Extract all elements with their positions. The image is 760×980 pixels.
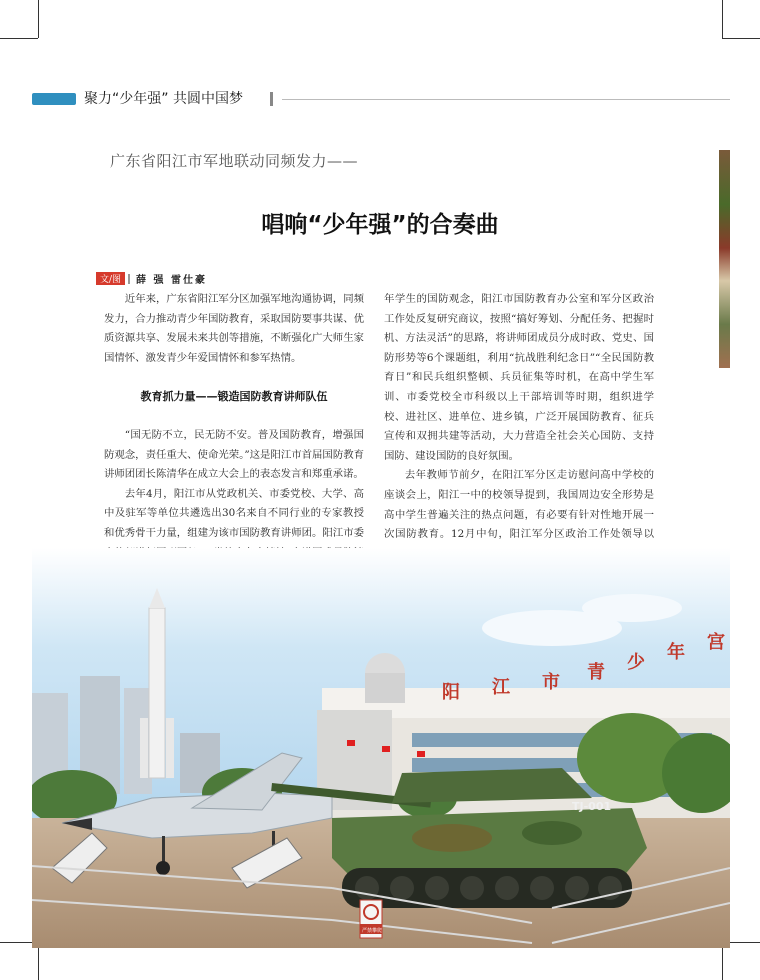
banner-char: 年	[667, 642, 685, 663]
article-subtitle: 广东省阳江市军地联动同频发力——	[110, 152, 359, 170]
byline-authors: 薛 强 雷仕豪	[136, 275, 208, 286]
paragraph: 近年来，广东省阳江军分区加强军地沟通协调，同频发力，合力推动青少年国防教育，采取国防要事共谋、优质资源共享、发展未来共创等措施，不断强化广大师生家国情怀、激发青少年爱国情怀和参军热情。	[104, 293, 364, 364]
article-title: 唱响“少年强”的合奏曲	[261, 212, 499, 238]
banner-char: 市	[542, 672, 560, 693]
side-photo-strip	[719, 150, 730, 368]
crop-mark-tl	[0, 38, 38, 39]
tank-number: TJ-001	[572, 800, 612, 813]
byline-tag: 文/图	[96, 272, 125, 285]
banner-char: 少	[627, 652, 645, 673]
crop-mark-tl-v	[38, 0, 39, 38]
banner-char: 阳	[442, 682, 460, 703]
byline	[96, 271, 207, 286]
paragraph: 去年教师节前夕，在阳江军分区走访慰问高中学校的座谈会上，阳江一中的校领导提到，我国周边安全形势是高中学生普遍关注的热点问题，有必要有针对性地开展一次国防教育。12月中旬，阳江军分区政治工作处领导以	[384, 469, 654, 541]
section-heading: 教育抓力量——锻造国防教育讲师队伍	[140, 390, 328, 404]
warning-sign-text: 严禁攀爬	[362, 928, 383, 934]
section-accent-bar	[32, 93, 76, 105]
paragraph: 年学生的国防观念，阳江市国防教育办公室和军分区政治工作处反复研究商议，按照“搞好筹划、分配任务、把握时机、方法灵活”的思路，将讲师团成员分成时政、党史、国防形势等6个课题组，利用“抗战胜利纪念日”“全民国防教育日”和民兵组织整顿、兵员征集等时机，在高中学生军训、市委党校全市科级以上干部培训等时期，组织进学校、进社区、进单位、进乡镇，广泛开展国防教育、征兵宣传和双拥共建等活动，大力营造全社会关心国防、支持国防、建设国防的良好氛围。	[384, 293, 654, 462]
paragraph: 去年4月，阳江市从党政机关、市委党校、大学、高中及驻军等单位共遴选出30名来自不同行业的专家教授和优秀骨干力量，组建为该市国防教育讲师团。阳江市委	[104, 487, 364, 539]
exhibition-photo	[32, 548, 730, 948]
banner-char: 青	[587, 662, 605, 683]
header-rule	[282, 99, 730, 100]
banner-char: 宫	[707, 632, 725, 653]
paragraph: “国无防不立，民无防不安。普及国防教育，增强国防观念，责任重大、使命光荣。”这是阳江市首届国防教育讲师团团长陈清华在成立大会上的表态发言和郑重承诺。	[104, 428, 364, 481]
banner-char: 江	[492, 677, 510, 698]
crop-mark-tr-v	[722, 0, 723, 38]
section-label: 聚力“少年强” 共圆中国梦	[84, 91, 243, 107]
crop-mark-tr	[722, 38, 760, 39]
photo-scene	[32, 548, 730, 948]
section-separator	[270, 92, 273, 106]
byline-divider	[128, 274, 130, 284]
